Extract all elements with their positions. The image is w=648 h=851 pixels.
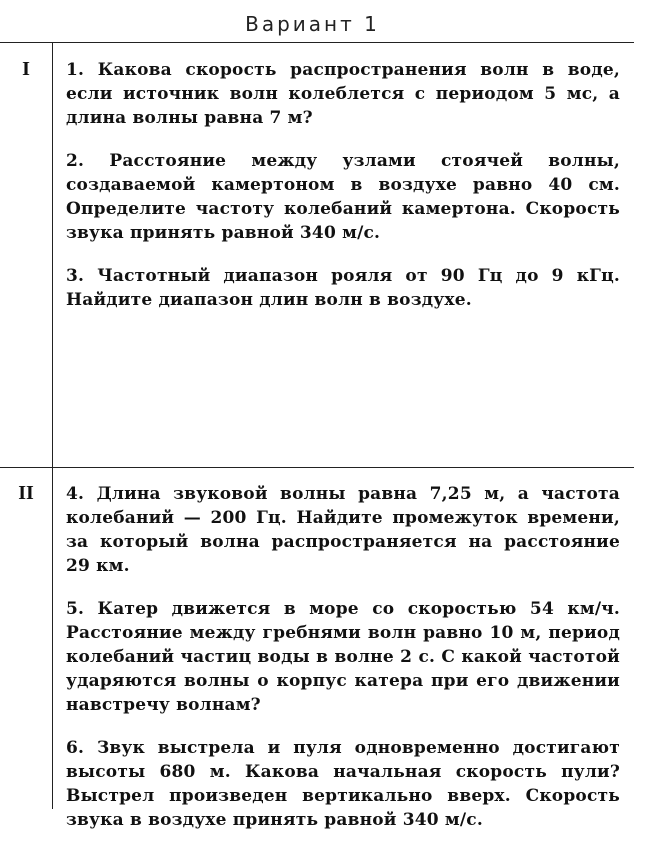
table-top-border: [0, 42, 634, 43]
column-divider: [52, 42, 53, 809]
task-text: Расстояние между узлами стоячей волны, создаваемой камертоном в воздухе равно 40 см. Определите частоту колебаний камертона. Скорость звука принять равной 340 м/с.: [66, 151, 620, 243]
level-label-2: II: [18, 482, 34, 504]
task-number: 4.: [66, 484, 85, 504]
task-6: [66, 736, 620, 832]
task-number: 6.: [66, 738, 85, 758]
task-text: Какова скорость распространения волн в воде, если источник волн колеблется с периодом 5 мс, а длина волны равна 7 м?: [66, 60, 620, 128]
task-5: [66, 597, 620, 717]
task-text: Длина звуковой волны равна 7,25 м, а частота колебаний — 200 Гц. Найдите промежуток времени, за который волна распространяется на расстояние 29 км.: [66, 484, 620, 576]
task-1: [66, 58, 620, 130]
section-level-1: [66, 58, 620, 331]
level-label-1: I: [22, 58, 30, 80]
task-number: 1.: [66, 60, 85, 80]
task-number: 3.: [66, 266, 85, 286]
task-2: [66, 149, 620, 245]
variant-title: Вариант 1: [245, 12, 380, 36]
task-text: Частотный диапазон рояля от 90 Гц до 9 кГц. Найдите диапазон длин волн в воздухе.: [66, 266, 620, 310]
task-number: 2.: [66, 151, 85, 171]
task-3: [66, 264, 620, 312]
section-divider: [0, 467, 634, 468]
section-level-2: [66, 482, 620, 851]
task-4: [66, 482, 620, 578]
task-text: Катер движется в море со скоростью 54 км/ч. Расстояние между гребнями волн равно 10 м, период колебаний частиц воды в волне 2 с. С какой частотой ударяются волны о корпус катера при его движении навстречу волнам?: [66, 599, 620, 715]
task-number: 5.: [66, 599, 85, 619]
task-text: Звук выстрела и пуля одновременно достигают высоты 680 м. Какова начальная скорость пули? Выстрел произведен вертикально вверх. Скорость звука в воздухе принять равной 340 м/с.: [66, 738, 620, 830]
